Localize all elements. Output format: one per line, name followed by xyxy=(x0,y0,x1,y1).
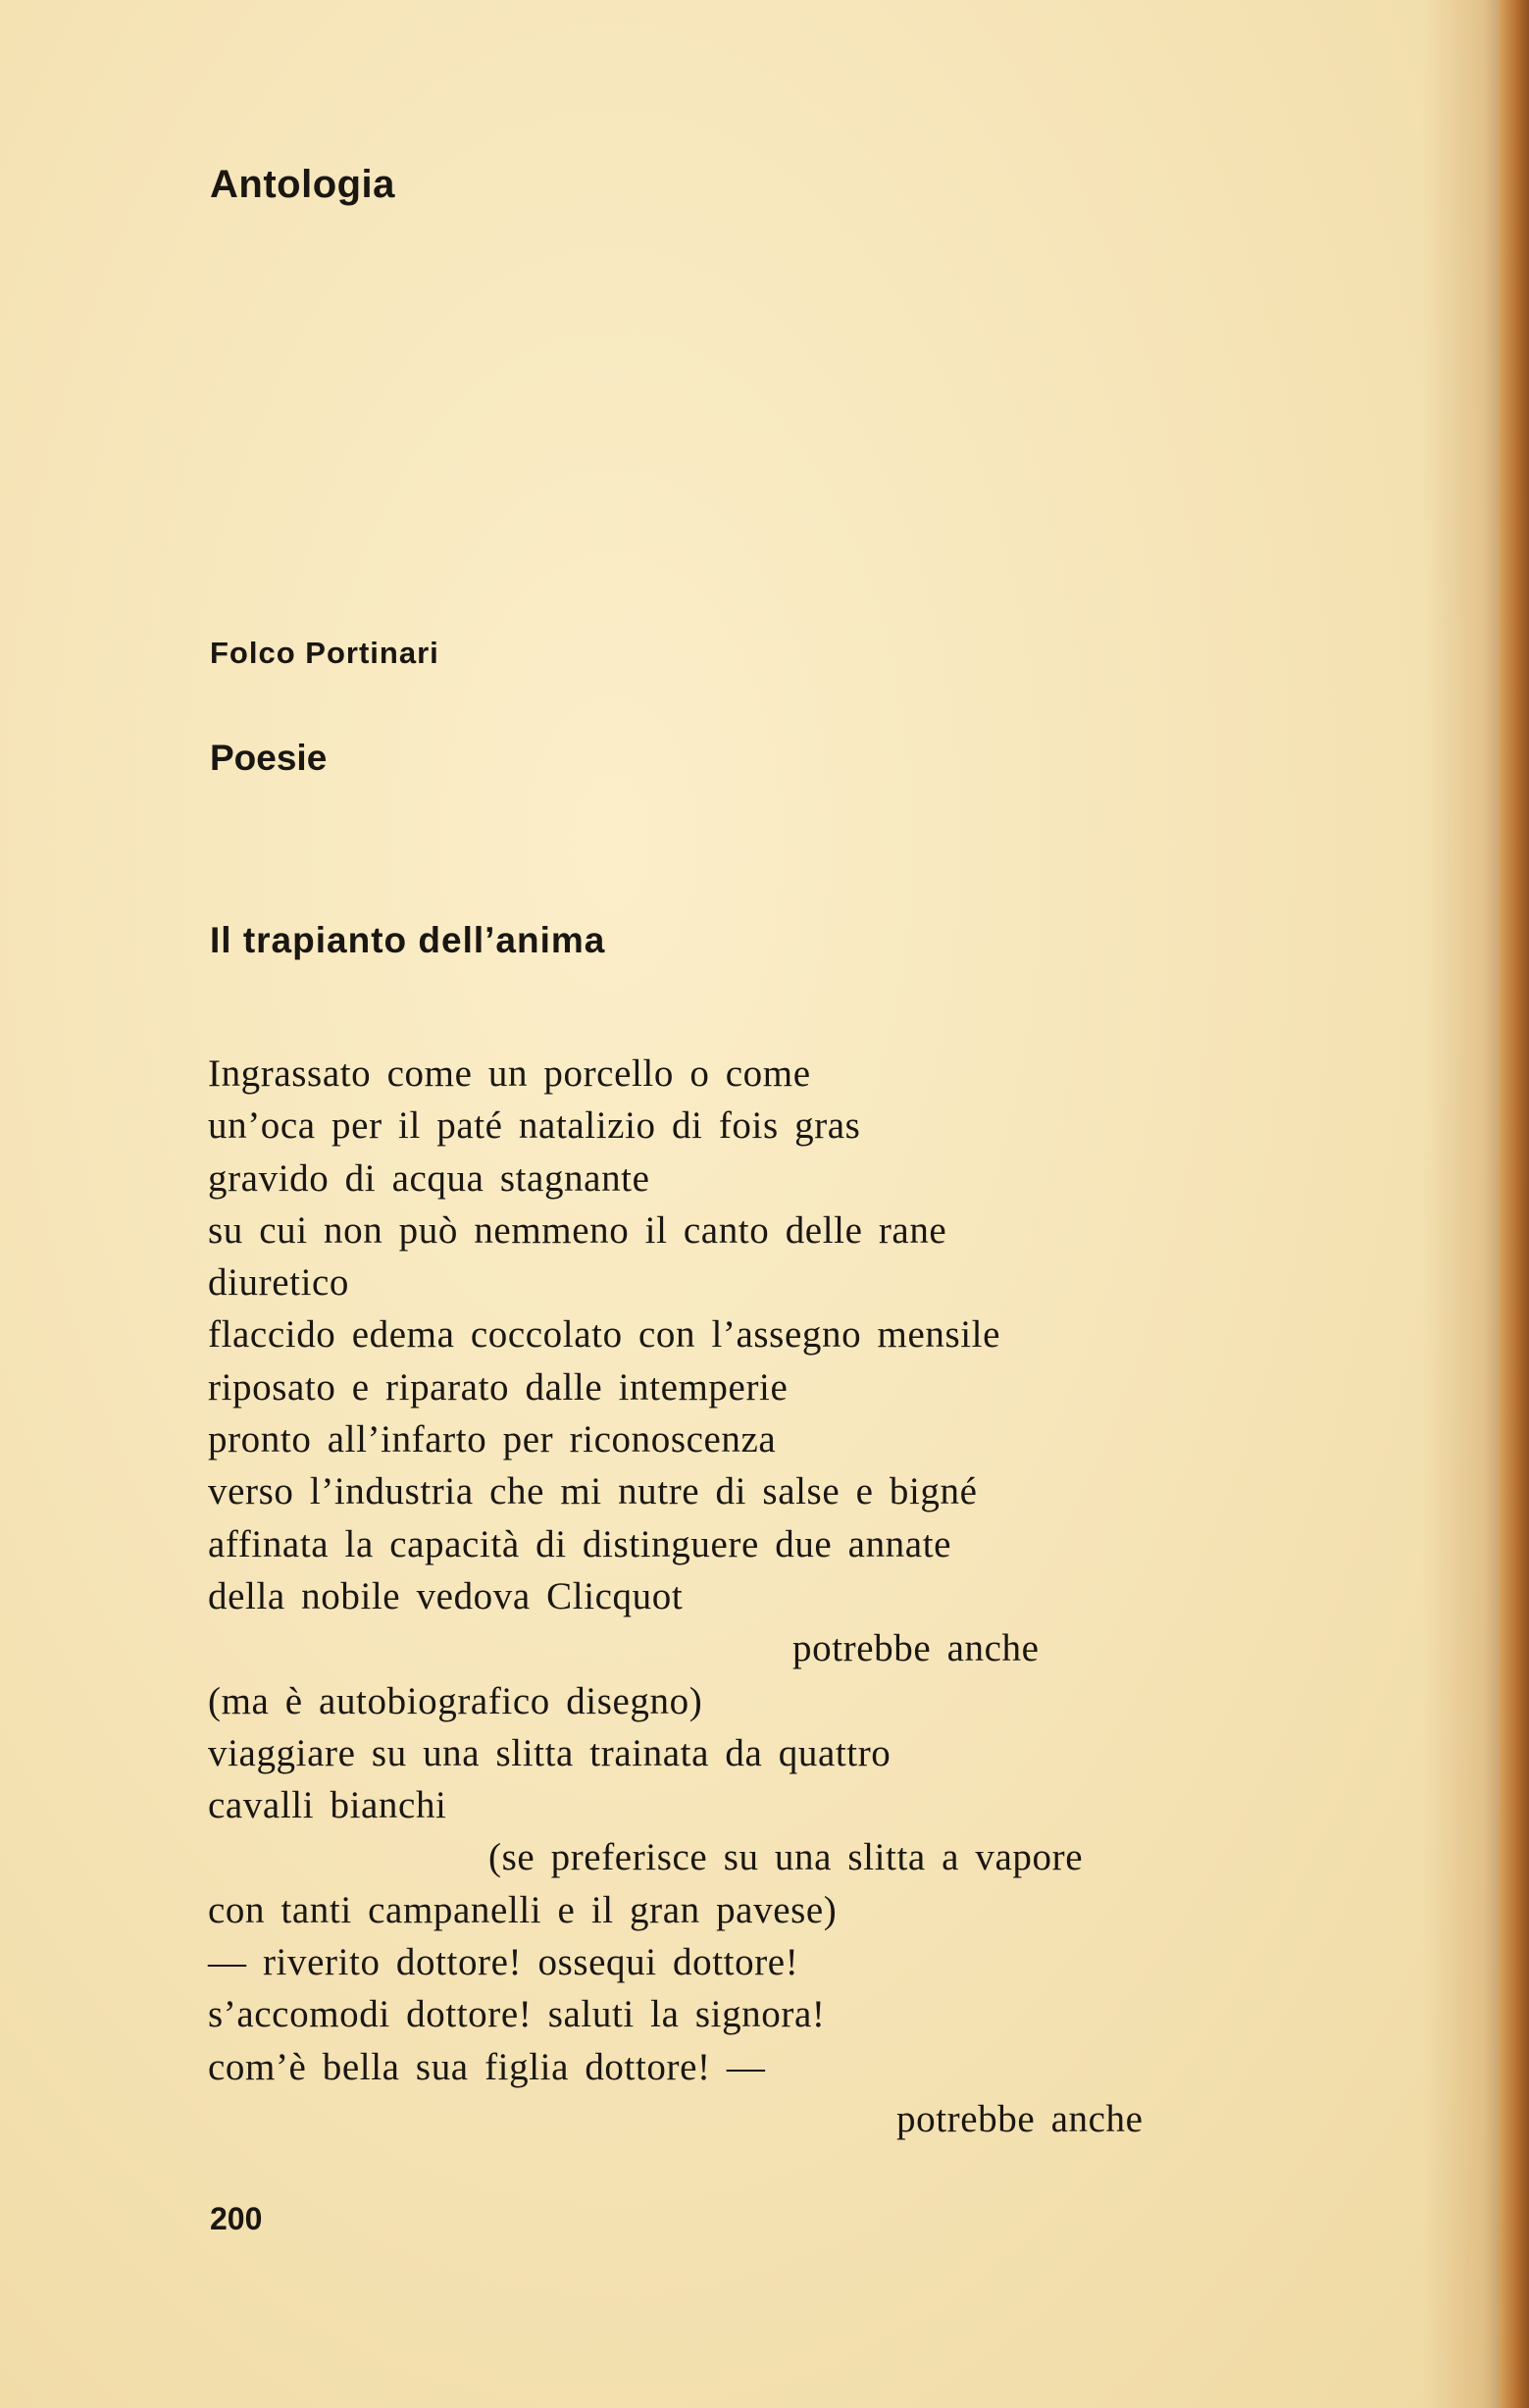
poem-line: gravido di acqua stagnante xyxy=(208,1156,650,1200)
poem-line: riposato e riparato dalle intemperie xyxy=(208,1365,789,1409)
poem-line: — riverito dottore! ossequi dottore! xyxy=(208,1941,799,1984)
page-edge xyxy=(1500,0,1529,2408)
poem-line: s’accomodi dottore! saluti la signora! xyxy=(208,1993,826,2036)
poem-line: potrebbe anche xyxy=(792,1627,1040,1670)
poem-line: Ingrassato come un porcello o come xyxy=(208,1052,811,1095)
poem-line: con tanti campanelli e il gran pavese) xyxy=(208,1888,838,1931)
poem-line: viaggiare su una slitta trainata da quattro xyxy=(208,1731,892,1774)
poem-line: (ma è autobiografico disegno) xyxy=(208,1679,703,1722)
poem-line: un’oca per il paté natalizio di fois gras xyxy=(208,1104,861,1148)
poem-line: (se preferisce su una slitta a vapore xyxy=(488,1836,1084,1879)
poem-body xyxy=(208,1048,1316,2145)
poem-title: Il trapianto dell’anima xyxy=(210,920,606,960)
poem-line: com’è bella sua figlia dottore! — xyxy=(208,2045,766,2088)
page-number: 200 xyxy=(210,2201,263,2236)
poem-line: potrebbe anche xyxy=(896,2097,1144,2140)
poem-line: pronto all’infarto per riconoscenza xyxy=(208,1418,777,1461)
poem-line: diuretico xyxy=(208,1261,350,1305)
section-title: Poesie xyxy=(210,738,328,778)
poem-line: flaccido edema coccolato con l’assegno mensile xyxy=(208,1313,1001,1357)
poem-line: su cui non può nemmeno il canto delle rane xyxy=(208,1208,947,1252)
author-name: Folco Portinari xyxy=(210,636,439,670)
poem-line: cavalli bianchi xyxy=(208,1784,447,1827)
poem-line: della nobile vedova Clicquot xyxy=(208,1574,684,1617)
poem-line: verso l’industria che mi nutre di salse e bigné xyxy=(208,1470,978,1513)
running-head: Antologia xyxy=(210,163,395,206)
poem-line: affinata la capacità di distinguere due annate xyxy=(208,1522,952,1565)
